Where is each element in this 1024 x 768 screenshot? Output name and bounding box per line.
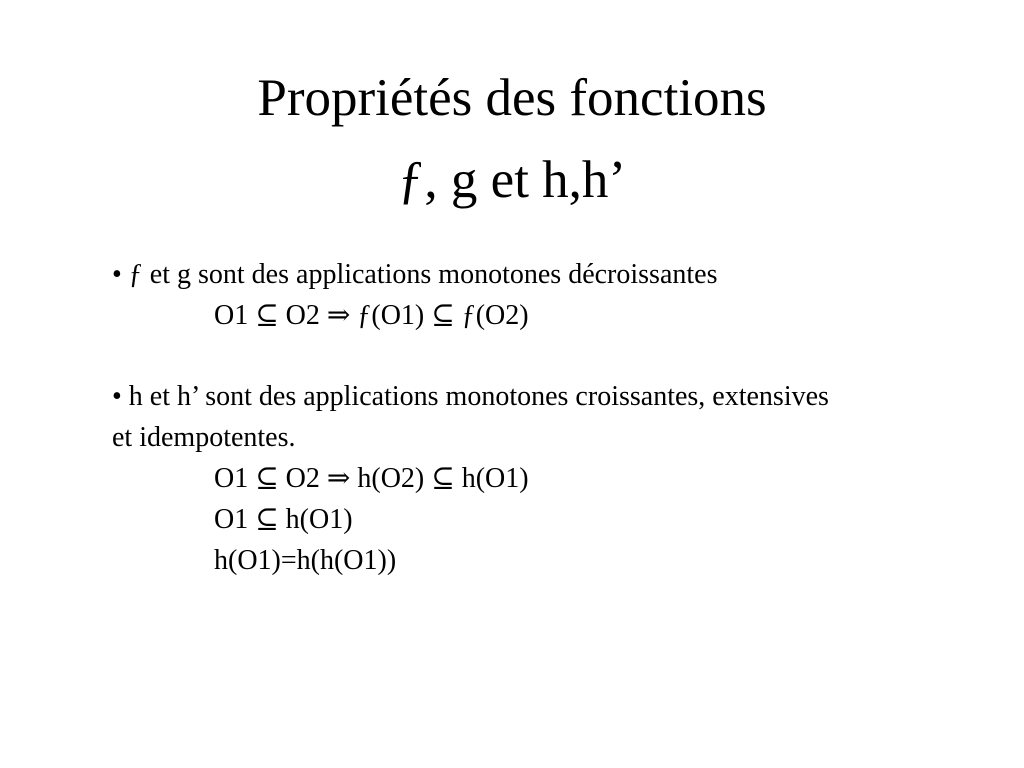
formula-fg-monotone: O1 ⊆ O2 ⇒ ƒ(O1) ⊆ ƒ(O2) [214, 300, 529, 331]
bullet-h-properties: • h et h’ sont des applications monotones croissantes, extensives [112, 381, 829, 412]
formula-h-idempotent: h(O1)=h(h(O1)) [214, 545, 397, 576]
formula-h-monotone: O1 ⊆ O2 ⇒ h(O2) ⊆ h(O1) [214, 463, 529, 494]
bullet-fg-properties: • ƒ et g sont des applications monotones décroissantes [112, 259, 718, 290]
slide-subtitle: ƒ, g et h,h’ [397, 151, 627, 209]
formula-h-extensive: O1 ⊆ h(O1) [214, 504, 353, 535]
bullet-h-properties-continuation: et idempotentes. [112, 422, 296, 453]
slide-title: Propriétés des fonctions [257, 69, 767, 127]
